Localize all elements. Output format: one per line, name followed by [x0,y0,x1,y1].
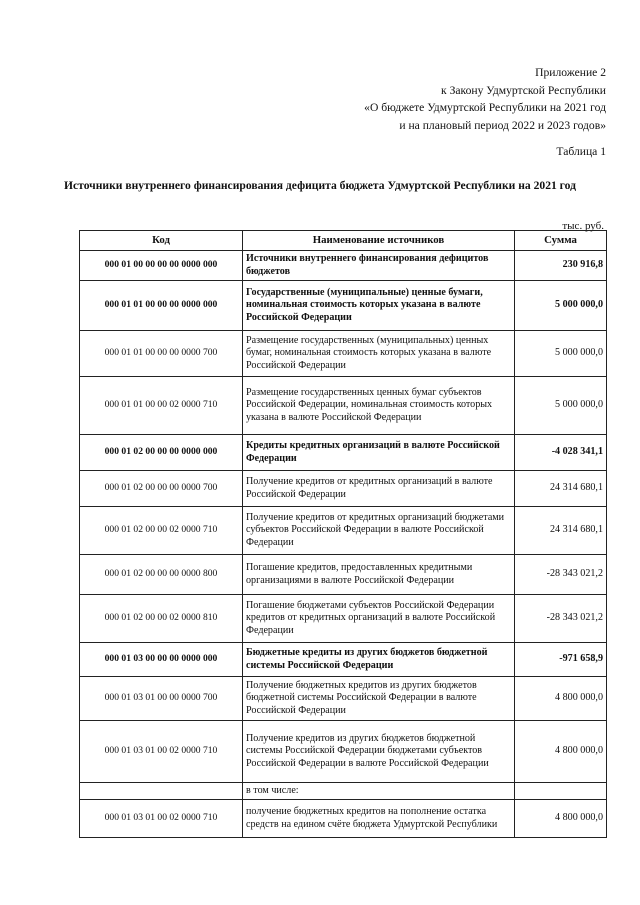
row-sum: 5 000 000,0 [515,331,607,377]
row-sum: 5 000 000,0 [515,377,607,435]
row-sum: 4 800 000,0 [515,721,607,783]
row-name: в том числе: [243,783,515,800]
row-code: 000 01 03 00 00 00 0000 000 [80,643,243,677]
row-sum: -28 343 021,2 [515,595,607,643]
row-name: Погашение кредитов, предоставленных кредитными организациями в валюте Российской Федерации [243,555,515,595]
row-name: Бюджетные кредиты из других бюджетов бюджетной системы Российской Федерации [243,643,515,677]
row-name: Получение кредитов от кредитных организаций в валюте Российской Федерации [243,471,515,507]
header-code: Код [80,231,243,251]
row-code: 000 01 02 00 00 02 0000 710 [80,507,243,555]
row-sum: -971 658,9 [515,643,607,677]
table-row [80,507,607,555]
row-code [80,783,243,800]
appendix-line-3: «О бюджете Удмуртской Республики на 2021 год [364,101,606,115]
document-title: Источники внутреннего финансирования дефицита бюджета Удмуртской Республики на 2021 год [63,179,576,192]
row-name: Кредиты кредитных организаций в валюте Российской Федерации [243,435,515,471]
table-row [80,677,607,721]
table-row [80,643,607,677]
row-name: получение бюджетных кредитов на пополнение остатка средств на едином счёте бюджета Удмуртской Республики [243,800,515,838]
row-name: Размещение государственных ценных бумаг субъектов Российской Федерации, номинальная стоимость которых указана в валюте Российской Федерации [243,377,515,435]
row-name: Получение бюджетных кредитов из других бюджетов бюджетной системы Российской Федерации в валюте Российской Федерации [243,677,515,721]
row-name: Погашение бюджетами субъектов Российской Федерации кредитов от кредитных организаций в валюте Российской Федерации [243,595,515,643]
row-sum: 24 314 680,1 [515,507,607,555]
row-sum: 230 916,8 [515,251,607,281]
table-header-row [80,231,607,251]
row-code: 000 01 01 00 00 00 0000 700 [80,331,243,377]
row-code: 000 01 02 00 00 00 0000 800 [80,555,243,595]
row-code: 000 01 01 00 00 00 0000 000 [80,281,243,331]
row-sum [515,783,607,800]
table-row [80,555,607,595]
row-name: Получение кредитов из других бюджетов бюджетной системы Российской Федерации бюджетами субъектов Российской Федерации в валюте Российской Федерации [243,721,515,783]
row-code: 000 01 03 01 00 02 0000 710 [80,721,243,783]
row-code: 000 01 03 01 00 00 0000 700 [80,677,243,721]
row-code: 000 01 02 00 00 00 0000 700 [80,471,243,507]
appendix-line-4: и на плановый период 2022 и 2023 годов» [399,118,606,132]
row-sum: 5 000 000,0 [515,281,607,331]
table-row [80,721,607,783]
table-row [80,800,607,838]
row-code: 000 01 00 00 00 00 0000 000 [80,251,243,281]
row-name: Государственные (муниципальные) ценные бумаги, номинальная стоимость которых указана в валюте Российской Федерации [243,281,515,331]
table-row [80,435,607,471]
financing-sources-table [79,230,607,838]
row-name: Получение кредитов от кредитных организаций бюджетами субъектов Российской Федерации в валюте Российской Федерации [243,507,515,555]
row-name: Размещение государственных (муниципальных) ценных бумаг, номинальная стоимость которых указана в валюте Российской Федерации [243,331,515,377]
table-label: Таблица 1 [556,145,606,159]
row-sum: 24 314 680,1 [515,471,607,507]
row-sum: 4 800 000,0 [515,677,607,721]
table-row [80,471,607,507]
table-row-note [80,783,607,800]
row-code: 000 01 03 01 00 02 0000 710 [80,800,243,838]
appendix-line-1: Приложение 2 [535,66,606,79]
header-sum: Сумма [515,231,607,251]
appendix-line-2: к Закону Удмуртской Республики [441,83,606,97]
table-row [80,595,607,643]
header-name: Наименование источников [243,231,515,251]
row-name: Источники внутреннего финансирования дефицитов бюджетов [243,251,515,281]
row-code: 000 01 02 00 00 00 0000 000 [80,435,243,471]
row-sum: -4 028 341,1 [515,435,607,471]
table-row [80,251,607,281]
appendix-header [364,64,606,161]
row-sum: -28 343 021,2 [515,555,607,595]
table-row [80,281,607,331]
table-row [80,331,607,377]
table-row [80,377,607,435]
row-sum: 4 800 000,0 [515,800,607,838]
row-code: 000 01 02 00 00 02 0000 810 [80,595,243,643]
row-code: 000 01 01 00 00 02 0000 710 [80,377,243,435]
unit-label: тыс. руб. [562,220,604,232]
